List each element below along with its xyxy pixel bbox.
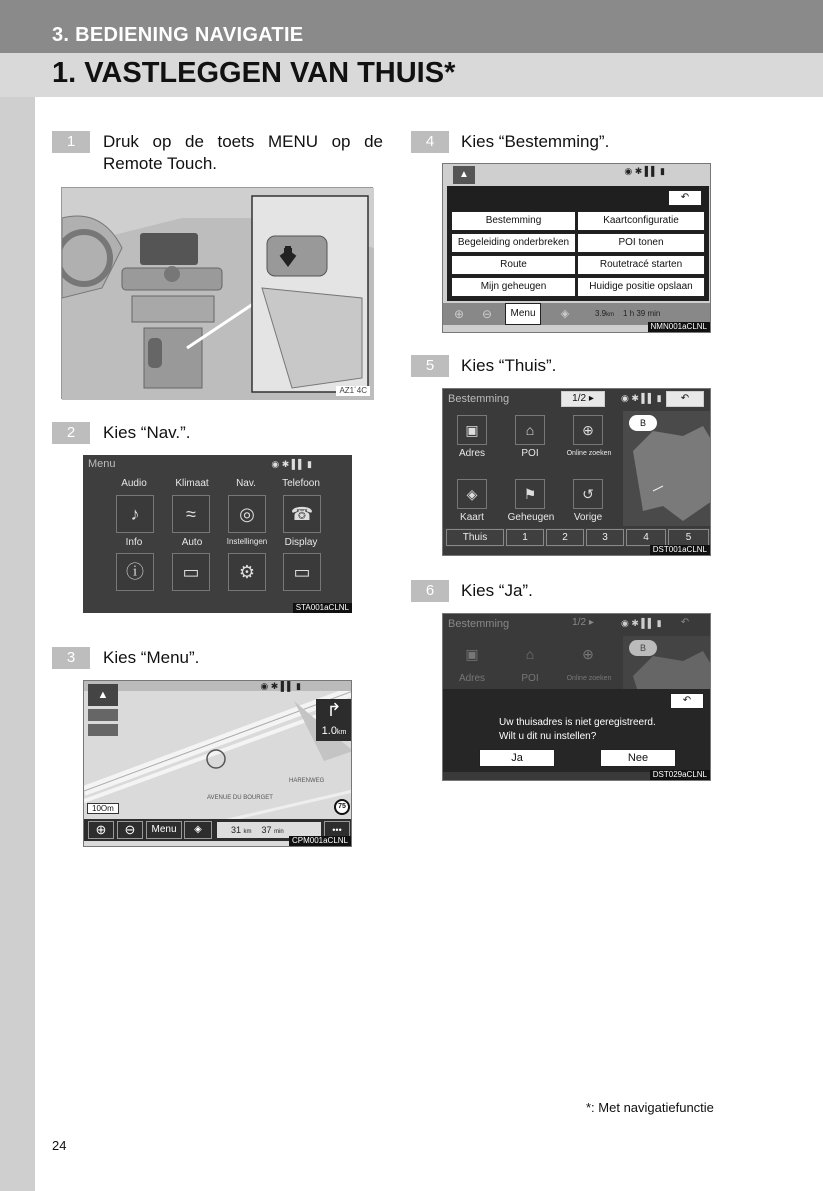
minus-icon: ⊖ xyxy=(124,822,136,837)
page-number: 24 xyxy=(52,1138,67,1153)
turn-distance: 1.0 xyxy=(321,725,337,737)
no-button[interactable]: Nee xyxy=(600,749,676,767)
turn-arrow-icon: ↱ xyxy=(326,700,342,720)
compass-icon: ◎ xyxy=(239,504,255,524)
back-button-dimmed xyxy=(666,616,704,632)
parking-button[interactable] xyxy=(88,724,118,736)
status-icons: ◉ ✱ ▌▌ ▮ xyxy=(271,459,312,469)
geheugen-tile[interactable] xyxy=(515,479,545,509)
menu-button[interactable]: Menu xyxy=(505,303,541,325)
image-caption: DST001aCLNL xyxy=(650,545,710,555)
remote-touch-illustration xyxy=(61,187,373,399)
step-text: Kies “Ja”. xyxy=(461,581,533,600)
road-label: HARENWEG xyxy=(289,778,325,784)
dialog-message: Wilt u dit nu instellen? xyxy=(499,731,597,742)
settings-tile[interactable] xyxy=(228,553,266,591)
turn-distance-unit: km xyxy=(336,729,347,736)
menu-screen-title: Menu xyxy=(88,458,116,470)
page-toggle-button[interactable]: 1/2 ▸ xyxy=(572,617,594,628)
destination-title: Bestemming xyxy=(448,618,510,630)
online-search-tile[interactable] xyxy=(573,415,603,445)
step-text: Kies “Nav.”. xyxy=(103,423,191,442)
north-compass-icon: ▲ xyxy=(97,689,109,701)
menu-label-klimaat: Klimaat xyxy=(175,478,209,489)
tile-label: Adres xyxy=(458,448,486,459)
dialog-message: Uw thuisadres is niet geregistreerd. xyxy=(499,717,656,728)
route-button[interactable]: Route xyxy=(451,255,576,275)
menu-label-audio: Audio xyxy=(121,478,147,489)
car-icon: ▭ xyxy=(182,562,200,582)
back-button[interactable] xyxy=(668,190,702,206)
building-icon: ⌂ xyxy=(525,422,535,438)
dialog-back-button[interactable] xyxy=(670,693,704,709)
back-arrow-icon: ↶ xyxy=(680,192,690,203)
footnote: *: Met navigatiefunctie xyxy=(586,1100,714,1115)
globe-search-icon: ⊕ xyxy=(582,646,594,662)
plus-icon: ⊕ xyxy=(95,822,107,837)
tile-label: Geheugen xyxy=(507,512,555,523)
step-number: 5 xyxy=(411,355,449,377)
tile-label: Online zoeken xyxy=(566,450,612,457)
menu-button[interactable]: Menu xyxy=(146,821,182,839)
zoom-in-button[interactable] xyxy=(447,305,471,323)
page-indicator: 1/2 xyxy=(572,617,587,628)
compass-button[interactable] xyxy=(453,166,475,184)
car-interior-drawing xyxy=(62,188,374,400)
menu-label-display: Display xyxy=(284,537,318,548)
online-search-tile-dimmed xyxy=(573,640,603,670)
section-title: 3. BEDIENING NAVIGATIE xyxy=(52,24,304,46)
poi-tile[interactable] xyxy=(515,415,545,445)
map-scale: 10Om xyxy=(87,803,119,814)
poi-tonen-button[interactable]: POI tonen xyxy=(577,233,705,253)
monitor-icon: ▭ xyxy=(293,562,311,582)
begeleiding-onderbreken-button[interactable]: Begeleiding onderbreken xyxy=(451,233,576,253)
status-icons: ◉ ✱ ▌▌ ▮ xyxy=(621,618,662,628)
tile-label: Adres xyxy=(458,673,486,684)
shortcut-3-button[interactable]: 3 xyxy=(586,529,624,546)
back-arrow-icon: ↶ xyxy=(682,695,692,706)
step-number: 2 xyxy=(52,422,90,444)
step-text: Druk op de toets MENU op de xyxy=(103,132,383,151)
trip-time: 37 xyxy=(261,825,272,835)
yes-button[interactable]: Ja xyxy=(479,749,555,767)
phone-tile[interactable] xyxy=(283,495,321,533)
voice-button[interactable] xyxy=(553,305,577,323)
zoom-out-button[interactable] xyxy=(475,305,499,323)
compass-button[interactable] xyxy=(88,684,118,706)
menu-label-nav: Nav. xyxy=(236,478,256,489)
menu-label-instellingen: Instellingen xyxy=(226,537,268,546)
info-tile[interactable] xyxy=(116,553,154,591)
step-number: 4 xyxy=(411,131,449,153)
step-text: Remote Touch. xyxy=(103,154,218,173)
voice-guidance-icon: ◈ xyxy=(194,824,202,835)
image-caption: AZ1´4C xyxy=(336,386,370,396)
phone-icon: ☎ xyxy=(290,504,314,524)
trip-time: 1 h 39 min xyxy=(623,309,661,318)
step-text: Kies “Bestemming”. xyxy=(461,132,610,151)
address-icon: ▣ xyxy=(465,646,479,662)
poi-tile-dimmed xyxy=(515,640,545,670)
back-button[interactable] xyxy=(666,391,704,407)
adres-tile[interactable] xyxy=(457,415,487,445)
voice-guidance-icon: ◈ xyxy=(560,308,570,320)
menu-screen xyxy=(83,455,352,613)
climate-tile[interactable] xyxy=(172,495,210,533)
step-text: Kies “Thuis”. xyxy=(461,356,557,375)
kaart-tile[interactable] xyxy=(457,479,487,509)
huidige-positie-opslaan-button[interactable]: Huidige positie opslaan xyxy=(577,277,705,297)
music-note-icon: ♪ xyxy=(130,504,140,524)
road-label: AVENUE DU BOURGET xyxy=(207,795,273,801)
trip-distance-unit: km xyxy=(606,312,615,318)
left-margin-strip xyxy=(0,97,35,1191)
country-badge[interactable]: B xyxy=(629,415,657,431)
page-indicator: 1/2 xyxy=(572,393,587,404)
menu-label-telefoon: Telefoon xyxy=(282,478,320,489)
flag-icon: ⚑ xyxy=(523,486,537,502)
map-screen xyxy=(83,680,352,847)
tile-label: POI xyxy=(521,673,539,684)
tile-label: POI xyxy=(521,448,539,459)
zoom-out-button[interactable] xyxy=(117,821,143,839)
trip-distance: 31 xyxy=(231,825,242,835)
more-button[interactable]: ••• xyxy=(324,821,350,839)
zoom-in-button[interactable] xyxy=(88,821,114,839)
shortcut-2-button[interactable]: 2 xyxy=(546,529,584,546)
thuis-button[interactable]: Thuis xyxy=(446,529,504,546)
page-title: 1. VASTLEGGEN VAN THUIS* xyxy=(52,57,456,89)
image-caption: STA001aCLNL xyxy=(293,603,352,613)
map-compass-icon: ◈ xyxy=(466,486,478,502)
trip-info xyxy=(583,305,687,323)
plus-icon: ⊕ xyxy=(453,307,465,321)
status-icons: ◉ ✱ ▌▌ ▮ xyxy=(624,166,665,176)
minus-icon: ⊖ xyxy=(481,307,493,321)
step-number: 1 xyxy=(52,131,90,153)
tile-label: Vorige xyxy=(573,512,603,523)
fan-icon: ≈ xyxy=(186,504,196,524)
vorige-tile[interactable] xyxy=(573,479,603,509)
status-icons: ◉ ✱ ▌▌ ▮ xyxy=(260,681,301,691)
back-arrow-icon: ↶ xyxy=(680,393,690,404)
image-caption: CPM001aCLNL xyxy=(289,836,351,846)
display-tile[interactable] xyxy=(283,553,321,591)
confirm-screen xyxy=(442,613,711,781)
shortcut-1-button[interactable]: 1 xyxy=(506,529,544,546)
globe-search-icon: ⊕ xyxy=(582,422,594,438)
mijn-geheugen-button[interactable]: Mijn geheugen xyxy=(451,277,576,297)
tile-label: Online zoeken xyxy=(566,675,612,682)
image-caption: NMN001aCLNL xyxy=(648,322,710,332)
history-icon: ↺ xyxy=(582,486,594,502)
building-icon: ⌂ xyxy=(525,646,535,662)
voice-button[interactable] xyxy=(184,821,212,839)
nav-tile[interactable] xyxy=(228,495,266,533)
status-icons: ◉ ✱ ▌▌ ▮ xyxy=(621,393,662,403)
settings-icon: ⚙ xyxy=(238,562,256,582)
tile-label: Kaart xyxy=(460,512,484,523)
kaartconfiguratie-button[interactable]: Kaartconfiguratie xyxy=(577,211,705,231)
page-toggle-button[interactable]: 1/2 ▸ xyxy=(561,391,605,407)
car-tile[interactable] xyxy=(172,553,210,591)
step-number: 6 xyxy=(411,580,449,602)
shortcut-4-button[interactable]: 4 xyxy=(626,529,666,546)
step-text: Kies “Menu”. xyxy=(103,648,200,667)
info-icon: ⓘ xyxy=(126,562,144,582)
trip-distance-unit: km xyxy=(243,829,252,835)
step-number: 3 xyxy=(52,647,90,669)
trip-distance: 3.9 xyxy=(595,309,607,318)
nav-menu-screen xyxy=(442,163,711,333)
destination-title: Bestemming xyxy=(448,393,510,405)
back-arrow-icon: ↶ xyxy=(680,617,690,628)
bestemming-button[interactable]: Bestemming xyxy=(451,211,576,231)
address-icon: ▣ xyxy=(465,422,479,438)
speed-limit-sign: 75 xyxy=(334,799,350,815)
north-compass-icon: ▲ xyxy=(459,169,469,180)
image-caption: DST029aCLNL xyxy=(650,770,710,780)
menu-label-auto: Auto xyxy=(181,537,203,548)
destination-screen xyxy=(442,388,711,556)
shortcut-5-button[interactable]: 5 xyxy=(668,529,709,546)
routetrace-starten-button[interactable]: Routetracé starten xyxy=(577,255,705,275)
country-badge: B xyxy=(629,640,657,656)
audio-tile[interactable] xyxy=(116,495,154,533)
trip-time-unit: min xyxy=(274,829,284,835)
map-layer-button[interactable] xyxy=(88,709,118,721)
adres-tile-dimmed xyxy=(457,640,487,670)
next-turn-panel xyxy=(316,699,352,741)
menu-label-info: Info xyxy=(125,537,143,548)
